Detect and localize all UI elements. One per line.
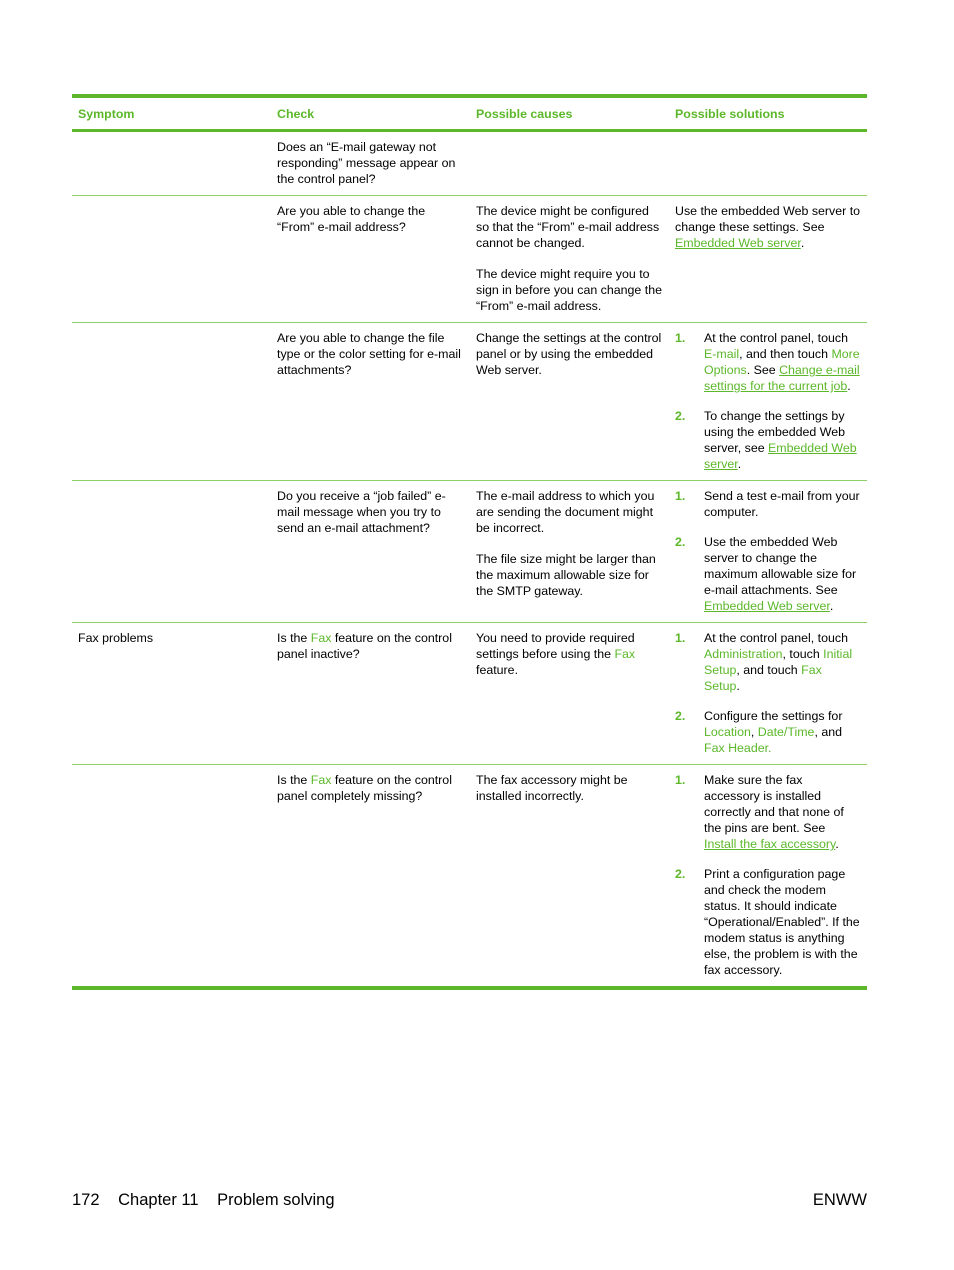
step-number: 2. (675, 535, 686, 549)
symptom-cell (72, 196, 271, 323)
solutions-cell (669, 323, 867, 481)
ui-term-fax: Fax (310, 773, 332, 787)
header-check: Check (277, 107, 315, 121)
step-number: 1. (675, 331, 686, 345)
causes-cell: Change the settings at the control panel or by using the embedded Web server. (476, 331, 662, 377)
solution-step (675, 488, 861, 520)
step-number: 1. (675, 773, 686, 787)
check-text: Is the (277, 631, 311, 645)
step-number: 1. (675, 489, 686, 503)
solution-step (675, 866, 861, 978)
change-email-settings-link[interactable]: Change e-mail settings for the current job (704, 363, 860, 393)
ui-term-more-options: More Options (704, 347, 860, 377)
cause-text: feature. (476, 663, 519, 677)
ui-term-initial-setup: Initial Setup (704, 647, 853, 677)
table-row (72, 623, 867, 765)
step-text: Configure the settings for (704, 709, 843, 723)
ui-term-fax: Fax (614, 647, 636, 661)
step-text: . (736, 679, 740, 693)
table-row (72, 765, 867, 989)
step-text: , touch (782, 647, 824, 661)
table-header-row (72, 96, 867, 131)
cause-paragraph: The device might require you to sign in before you can change the “From” e-mail address. (476, 267, 662, 313)
solution-step (675, 630, 861, 694)
solution-steps (675, 630, 861, 756)
ui-term-date-time: Date/Time (757, 725, 815, 739)
step-text: . See (746, 363, 780, 377)
check-cell (271, 623, 470, 765)
step-text: . (847, 379, 851, 393)
step-text: At the control panel, touch (704, 631, 848, 645)
solution-steps (675, 488, 861, 614)
step-text: . (835, 837, 839, 851)
check-cell: Are you able to change the file type or the color setting for e-mail attachments? (277, 331, 461, 377)
solution-step (675, 330, 861, 394)
check-text: Is the (277, 773, 311, 787)
step-text: Make sure the fax accessory is installed correctly and that none of the pins are bent. See (704, 773, 844, 835)
page-footer-right: ENWW (812, 1191, 867, 1209)
solutions-cell (669, 196, 867, 323)
cause-paragraph: The device might be configured so that the “From” e-mail address cannot be changed. (476, 204, 660, 250)
cause-paragraph: The e-mail address to which you are sending the document might be incorrect. (476, 489, 655, 535)
ui-term-fax-header: Fax Header. (704, 741, 772, 755)
check-cell: Do you receive a “job failed” e-mail message when you try to send an e-mail attachment? (277, 489, 446, 535)
step-text: To change the settings by using the embedded Web server, see (704, 409, 845, 455)
ui-term-fax-setup: Fax Setup (704, 663, 822, 693)
cause-paragraph: The file size might be larger than the maximum allowable size for the SMTP gateway. (476, 552, 656, 598)
symptom-cell (72, 481, 271, 623)
causes-cell: The fax accessory might be installed incorrectly. (476, 773, 628, 803)
install-fax-accessory-link[interactable]: Install the fax accessory (704, 837, 836, 851)
section-title: Problem solving (217, 1191, 335, 1209)
table-row (72, 196, 867, 323)
table-row (72, 131, 867, 196)
step-text: , (750, 725, 758, 739)
step-text: , and then touch (739, 347, 832, 361)
ui-term-location: Location (704, 725, 751, 739)
symptom-cell (72, 323, 271, 481)
cause-text: You need to provide required settings before using the (476, 631, 635, 661)
solution-step (675, 408, 861, 472)
solution-text: Use the embedded Web server to change these settings. See (675, 204, 861, 234)
header-symptom: Symptom (78, 107, 135, 121)
embedded-web-server-link[interactable]: Embedded Web server (675, 236, 801, 250)
step-text: , and (814, 725, 843, 739)
check-text: feature on the control panel completely missing? (277, 773, 452, 803)
solutions-cell (669, 765, 867, 989)
embedded-web-server-link[interactable]: Embedded Web server (704, 441, 857, 471)
step-text: , and touch (736, 663, 802, 677)
solution-text-end: . (800, 236, 805, 250)
symptom-cell (72, 765, 271, 989)
causes-cell (470, 196, 669, 323)
check-cell (271, 765, 470, 989)
chapter-label: Chapter 11 (118, 1191, 199, 1209)
step-text: Send a test e-mail from your computer. (704, 489, 860, 519)
step-number: 2. (675, 709, 686, 723)
ui-term-email: E-mail (704, 347, 740, 361)
causes-cell (470, 481, 669, 623)
solution-paragraph (675, 203, 861, 251)
embedded-web-server-link[interactable]: Embedded Web server (704, 599, 830, 613)
ui-term-fax: Fax (310, 631, 332, 645)
solution-step (675, 534, 861, 614)
table-row (72, 481, 867, 623)
step-text: Print a configuration page and check the modem status. It should indicate “Operational/Enabled”. If the modem status is anything else, the problem is with the fax accessory. (704, 867, 860, 977)
step-text: Use the embedded Web server to change the maximum allowable size for e-mail attachments. See (704, 535, 857, 597)
page-number: 172 (72, 1191, 100, 1209)
step-number: 2. (675, 409, 686, 423)
header-possible-solutions: Possible solutions (675, 107, 785, 121)
step-text: . (829, 599, 834, 613)
check-text: feature on the control panel inactive? (277, 631, 452, 661)
ui-term-administration: Administration (704, 647, 783, 661)
symptom-cell (72, 131, 271, 196)
symptom-cell: Fax problems (78, 631, 154, 645)
solution-steps (675, 772, 861, 978)
solution-step (675, 772, 861, 852)
header-possible-causes: Possible causes (476, 107, 573, 121)
table-row (72, 323, 867, 481)
step-text: At the control panel, touch (704, 331, 848, 345)
check-cell: Does an “E-mail gateway not responding” message appear on the control panel? (277, 140, 456, 186)
check-cell: Are you able to change the “From” e-mail address? (277, 204, 426, 234)
step-number: 1. (675, 631, 686, 645)
solution-steps (675, 330, 861, 472)
troubleshooting-table (72, 94, 867, 990)
solution-step (675, 708, 861, 756)
solutions-cell (669, 623, 867, 765)
causes-cell (470, 623, 669, 765)
causes-cell (470, 131, 669, 196)
step-text: . (737, 457, 742, 471)
solutions-cell (669, 481, 867, 623)
page-footer-left (72, 1191, 349, 1210)
step-number: 2. (675, 867, 686, 881)
solutions-cell (669, 131, 867, 196)
